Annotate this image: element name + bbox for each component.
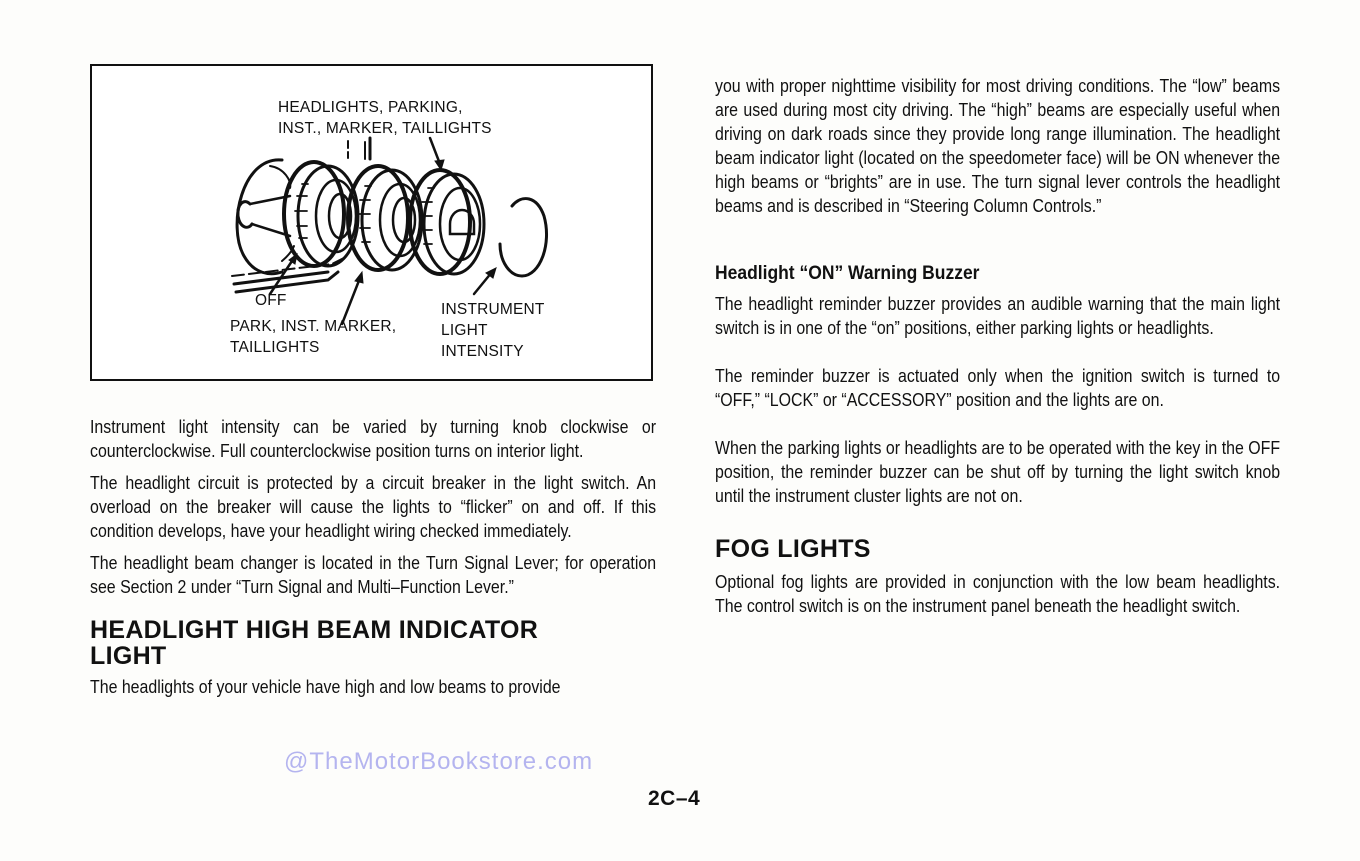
page-number: 2C–4 [648,787,701,810]
paragraph-circuit-breaker: The headlight circuit is protected by a circuit breaker in the light switch. An overload on the breaker will cause the lights to “flicker” on and off. If this condition develops, have your headlight wiring checked immediately. [90,472,657,541]
watermark: @TheMotorBookstore.com [284,748,594,775]
headlight-switch-figure [90,64,653,381]
figure-label-headlights-line2: INST., MARKER, TAILLIGHTS [278,120,492,137]
paragraph-high-low-beams: The headlights of your vehicle have high and low beams to provide [90,676,561,697]
paragraph-beam-changer: The headlight beam changer is located in the Turn Signal Lever; for operation see Section 2 under “Turn Signal and Multi–Function Lever.” [90,552,657,597]
figure-label-instrument-line3: INTENSITY [441,343,524,360]
section-heading-line1: HEADLIGHT HIGH BEAM INDICATOR [90,616,539,644]
left-column [90,64,656,699]
paragraph-buzzer-shutoff: When the parking lights or headlights are to be operated with the key in the OFF position, the reminder buzzer can be shut off by turning the light switch knob until the instrument cluster lights are not on. [715,437,1281,506]
figure-label-headlights: HEADLIGHTS, PARKING, [278,99,463,116]
paragraph-fog-lights: Optional fog lights are provided in conjunction with the low beam headlights. The control switch is on the instrument panel beneath the headlight switch. [715,571,1281,616]
section-heading-fog-lights: FOG LIGHTS [715,535,871,563]
paragraph-instrument-intensity: Instrument light intensity can be varied by turning knob clockwise or counterclockwise. Full counterclockwise position turns on interior light. [90,416,657,461]
figure-label-instrument: INSTRUMENT [441,301,545,318]
right-column [715,74,1280,618]
paragraph-buzzer-actuation: The reminder buzzer is actuated only when the ignition switch is turned to “OFF,” “LOCK” or “ACCESSORY” position and the lights are on. [715,365,1281,410]
figure-label-instrument-line2: LIGHT [441,322,488,339]
section-heading-high-beam [90,617,656,669]
paragraph-buzzer-warning: The headlight reminder buzzer provides an audible warning that the main light switch is in one of the “on” positions, either parking lights or headlights. [715,293,1281,338]
figure-label-park: PARK, INST. MARKER, [230,318,397,335]
subheading-warning-buzzer: Headlight “ON” Warning Buzzer [715,263,980,284]
section-heading-line2: LIGHT [90,642,167,670]
figure-label-park-line2: TAILLIGHTS [230,339,320,356]
paragraph-beam-continuation: you with proper nighttime visibility for most driving conditions. The “low” beams are used during most city driving. The “high” beams are especially useful when driving on dark roads since they provide long range illumination. The headlight beam indicator light (located on the speedometer face) will be ON whenever the high beams or “brights” are in use. The turn signal lever controls the headlight beams and is described in “Steering Column Controls.” [715,75,1281,216]
figure-label-off: OFF [255,292,287,309]
